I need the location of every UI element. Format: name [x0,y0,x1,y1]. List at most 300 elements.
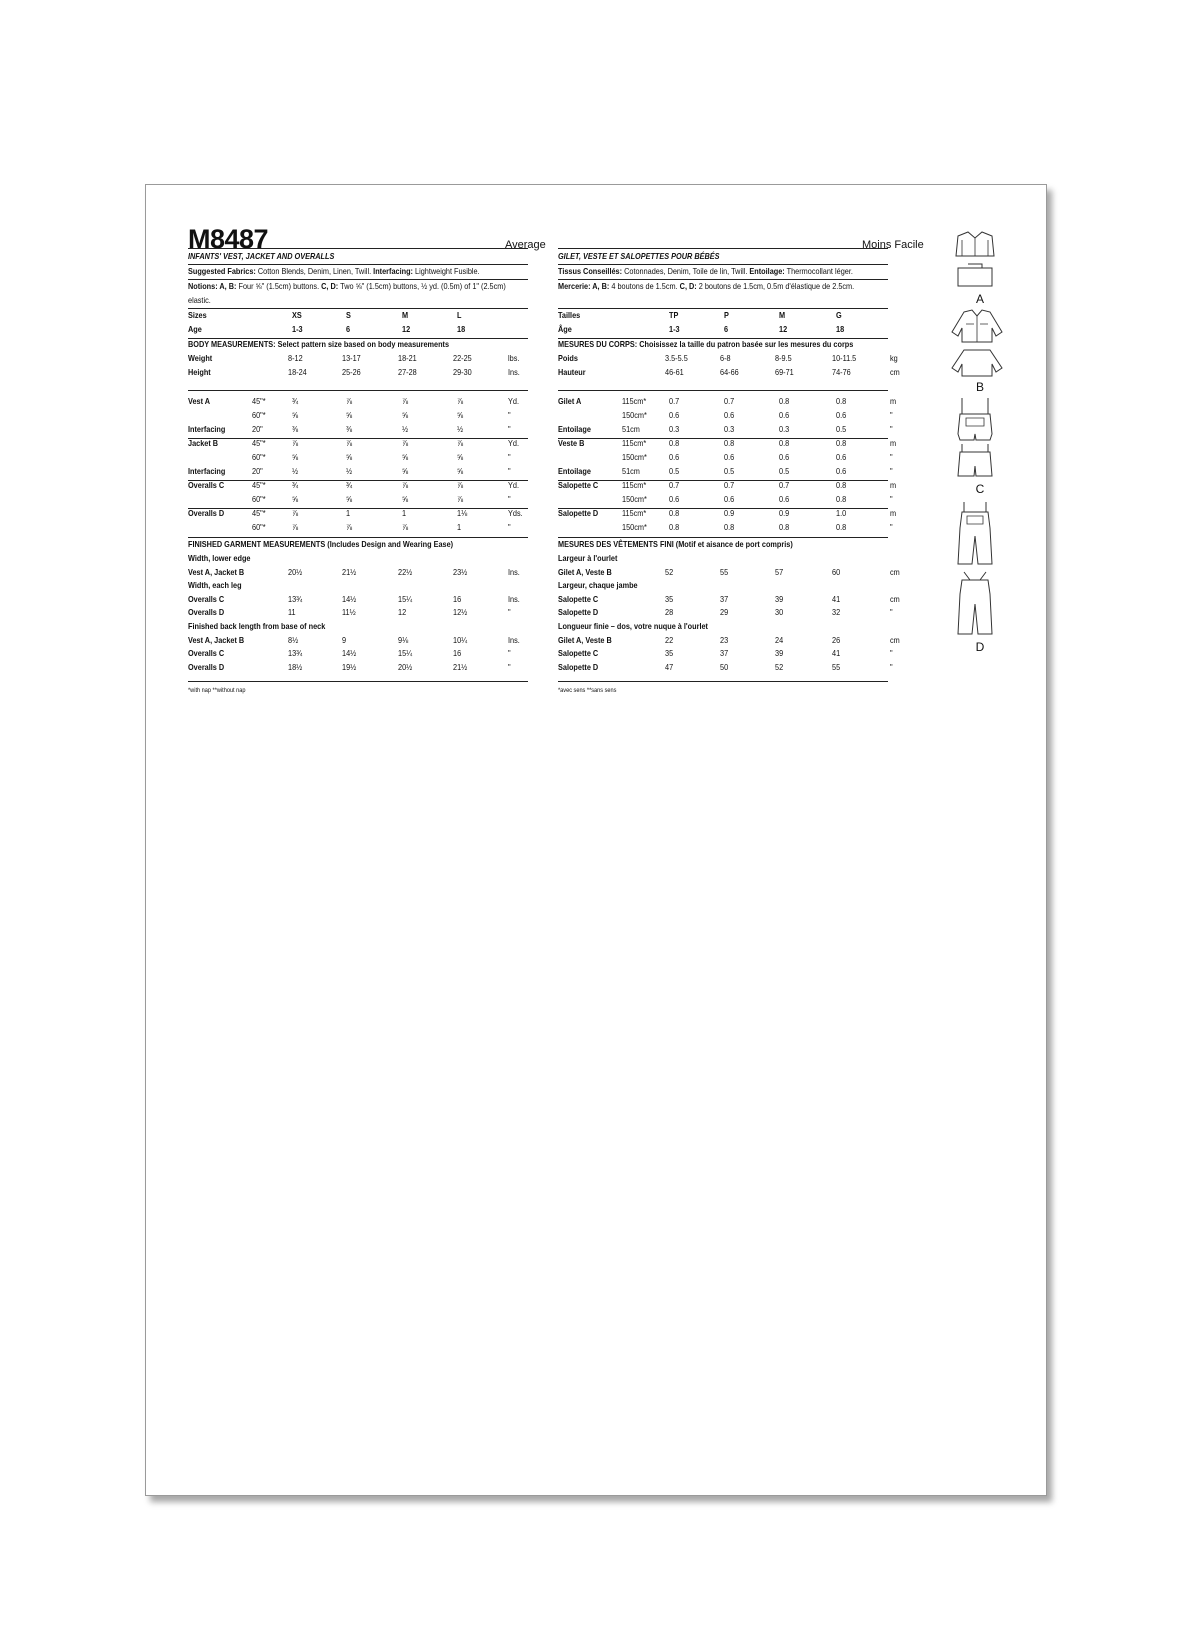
divider-line [188,390,528,391]
body-row-label: Weight [188,353,213,363]
unit: " [890,522,893,532]
yardage-value: 0.7 [669,480,680,490]
footnote: *with nap **without nap [188,687,246,695]
yardage-row-label: Gilet A [558,396,582,406]
body-value: 27-28 [398,367,417,377]
section-title: INFANTS' VEST, JACKET AND OVERALLS [188,251,335,261]
finished-value: 8½ [288,634,299,645]
long-overalls-icon [950,500,1000,640]
finished-value: 9 [342,634,347,645]
body-value: 29-30 [453,367,472,377]
size-g: G [836,310,842,320]
finished-value: 39 [775,648,784,659]
notions-label-2: C, D: [679,281,697,291]
divider-line [558,248,888,249]
size-m: M [402,310,409,320]
fabric-width: 115cm* [622,396,647,406]
finished-value: 10¼ [453,634,468,645]
unit: " [508,522,511,532]
finished-value: 52 [775,661,784,672]
finished-value: 29 [720,607,729,618]
yardage-row-label: Entoilage [558,466,591,476]
finished-value: 16 [453,648,462,659]
yardage-value: 0.8 [669,438,680,448]
yardage-value: ⅜ [292,424,299,434]
view-label-a: A [975,292,984,306]
finished-value: 24 [775,634,784,645]
yardage-value: ⅝ [402,494,409,504]
yardage-value: ⅞ [457,480,464,490]
jacket-icon [950,308,1004,378]
finished-value: 18½ [288,661,303,672]
finished-row-label: Salopette C [558,648,599,659]
yardage-value: 0.6 [836,466,847,476]
pattern-code: M8487 [188,224,269,254]
finished-value: 57 [775,566,784,577]
yardage-value: 0.6 [836,410,847,420]
yardage-value: 0.7 [779,480,790,490]
unit: " [890,661,893,672]
unit: cm [890,367,900,377]
yardage-value: 0.8 [836,438,847,448]
finished-measurements-heading: MESURES DES VÊTEMENTS FINI (Motif et aisance de port compris) [558,539,793,549]
fabrics-text: Cotonnades, Denim, Toile de lin, Twill. [624,266,748,276]
unit: " [890,607,893,618]
unit: kg [890,353,898,363]
finished-value: 19½ [342,661,357,672]
yardage-value: ⅞ [292,508,299,518]
body-value: 74-76 [832,367,851,377]
notions-label-2: C, D: [321,281,339,291]
finished-value: 28 [665,607,674,618]
body-value: 18-24 [288,367,307,377]
age-value: 6 [724,324,729,334]
unit: Yd. [508,438,519,448]
unit: Yds. [508,508,523,518]
interfacing-label: Interfacing: [373,266,413,276]
finished-value: 47 [665,661,674,672]
age-label: Age [188,324,202,334]
yardage-value: 0.6 [724,494,735,504]
finished-row-label: Gilet A, Veste B [558,566,612,577]
age-value: 6 [346,324,351,334]
section-title: GILET, VESTE ET SALOPETTES POUR BÉBÉS [558,251,720,261]
finished-row-label: Salopette D [558,607,599,618]
yardage-value: ⅝ [292,452,299,462]
finished-value: 55 [832,661,841,672]
fabric-width: 20" [252,466,263,476]
yardage-value: ½ [346,466,353,476]
unit: Ins. [508,593,520,604]
finished-value: 41 [832,593,841,604]
finished-row-label: Overalls D [188,607,225,618]
unit: Ins. [508,566,520,577]
yardage-value: 0.3 [779,424,790,434]
body-measurements-heading: MESURES DU CORPS: Choisissez la taille du patron basée sur les mesures du corps [558,339,854,349]
yardage-value: ½ [457,424,464,434]
divider-line [188,508,528,509]
yardage-row-label: Jacket B [188,438,219,448]
body-value: 10-11.5 [832,353,857,363]
yardage-value: ⅞ [402,396,409,406]
yardage-row-label: Entoilage [558,424,591,434]
yardage-row-label: Veste B [558,438,585,448]
finished-value: 37 [720,593,729,604]
yardage-value: 0.5 [779,466,790,476]
fabric-width: 45"* [252,508,266,518]
unit: m [890,396,897,406]
unit: " [890,410,893,420]
unit: " [508,607,511,618]
size-s: S [346,310,351,320]
yardage-value: 0.3 [669,424,680,434]
yardage-value: ⅝ [346,452,353,462]
age-value: 18 [457,324,466,334]
finished-value: 11½ [342,607,356,618]
finished-value: 21½ [453,661,468,672]
yardage-value: 0.8 [724,522,735,532]
yardage-value: 1⅛ [457,508,468,518]
yardage-value: ⅝ [402,410,409,420]
yardage-value: 0.8 [669,522,680,532]
finished-value: 12 [398,607,407,618]
body-value: 6-8 [720,353,731,363]
divider-line [558,308,888,309]
yardage-value: ⅝ [292,494,299,504]
fabric-width: 60"* [252,522,266,532]
age-value: 12 [779,324,788,334]
fabrics-line [188,266,480,276]
yardage-value: 0.8 [779,396,790,406]
unit: cm [890,593,900,604]
age-value: 1-3 [669,324,680,334]
divider-line [188,279,528,280]
yardage-value: ¾ [292,480,299,490]
yardage-value: ⅞ [402,480,409,490]
finished-value: 39 [775,593,784,604]
yardage-value: 0.8 [724,438,735,448]
unit: " [508,424,511,434]
yardage-value: 0.6 [669,494,680,504]
body-value: 3.5-5.5 [665,353,688,363]
view-label-c: C [975,482,985,496]
age-label: Âge [558,324,572,334]
yardage-value: ⅞ [292,522,299,532]
notions-line [188,281,506,291]
finished-subheading: Longueur finie – dos, votre nuque à l'ourlet [558,621,708,631]
finished-value: 13¾ [288,648,303,659]
body-value: 69-71 [775,367,794,377]
yardage-row-label: Overalls C [188,480,225,490]
finished-row-label: Salopette C [558,593,599,604]
body-value: 8-12 [288,353,303,363]
yardage-row-label: Salopette C [558,480,599,490]
yardage-value: 0.8 [836,396,847,406]
size-m: M [779,310,786,320]
yardage-value: ⅝ [402,452,409,462]
yardage-value: ⅝ [346,410,353,420]
yardage-value: 0.6 [779,410,790,420]
yardage-row-label: Interfacing [188,424,226,434]
yardage-value: 0.9 [724,508,735,518]
finished-value: 14½ [342,593,357,604]
yardage-value: 1 [457,522,462,532]
yardage-value: 0.6 [669,410,680,420]
view-label-d: D [975,640,985,654]
finished-value: 23½ [453,566,468,577]
unit: m [890,480,897,490]
divider-line [558,279,888,280]
yardage-value: 0.3 [724,424,735,434]
body-value: 22-25 [453,353,472,363]
divider-line [188,264,528,265]
size-p: P [724,310,729,320]
divider-line [188,681,528,682]
body-row-label: Poids [558,353,578,363]
finished-value: 22½ [398,566,413,577]
finished-value: 32 [832,607,841,618]
finished-value: 52 [665,566,674,577]
finished-value: 15¼ [398,593,413,604]
yardage-row-label: Vest A [188,396,211,406]
body-value: 46-61 [665,367,684,377]
yardage-value: ⅝ [346,494,353,504]
yardage-value: 1.0 [836,508,847,518]
yardage-value: 0.7 [724,480,735,490]
fabric-width: 115cm* [622,480,647,490]
body-row-label: Height [188,367,211,377]
unit: m [890,438,897,448]
fabric-width: 150cm* [622,452,647,462]
finished-value: 35 [665,648,674,659]
divider-line [188,480,528,481]
yardage-value: 0.5 [724,466,735,476]
unit: " [890,452,893,462]
finished-value: 55 [720,566,729,577]
yardage-value: ⅝ [457,452,464,462]
finished-value: 11 [288,607,296,618]
fabric-width: 51cm [622,466,640,476]
yardage-value: ¾ [346,480,353,490]
finished-subheading: Width, each leg [188,580,242,591]
unit: Yd. [508,396,519,406]
finished-row-label: Vest A, Jacket B [188,634,245,645]
finished-value: 13¾ [288,593,303,604]
finished-value: 15¼ [398,648,413,659]
finished-value: 9⅛ [398,634,409,645]
finished-measurements-heading: FINISHED GARMENT MEASUREMENTS (Includes Design and Wearing Ease) [188,539,454,549]
yardage-value: ⅞ [292,438,299,448]
age-value: 18 [836,324,845,334]
unit: " [508,466,511,476]
yardage-value: ⅞ [457,396,464,406]
divider-line [558,681,888,682]
vest-front-icon [950,228,1000,288]
unit: " [890,494,893,504]
finished-subheading: Finished back length from base of neck [188,621,326,631]
yardage-value: 0.6 [779,452,790,462]
yardage-value: 0.6 [836,452,847,462]
unit: cm [890,634,900,645]
yardage-value: 0.8 [669,508,680,518]
unit: " [508,494,511,504]
yardage-value: ⅜ [346,424,353,434]
finished-value: 30 [775,607,784,618]
divider-line [188,308,528,309]
finished-value: 50 [720,661,729,672]
age-value: 1-3 [292,324,303,334]
finished-row-label: Overalls D [188,661,225,672]
notions-text-1: Four ⅝" (1.5cm) buttons. [238,281,320,291]
fabric-width: 60"* [252,410,266,420]
size-xs: XS [292,310,302,320]
yardage-value: 0.5 [836,424,847,434]
body-value: 18-21 [398,353,417,363]
divider-line [558,390,888,391]
yardage-row-label: Interfacing [188,466,226,476]
yardage-value: ⅞ [457,438,464,448]
finished-row-label: Overalls C [188,648,225,659]
view-label-b: B [975,380,984,394]
fabrics-line [558,266,853,276]
finished-subheading: Largeur à l'ourlet [558,553,618,563]
yardage-value: 0.6 [669,452,680,462]
difficulty-english: Average [505,239,546,251]
fabric-width: 45"* [252,480,266,490]
divider-line [188,438,528,439]
divider-line [558,264,888,265]
body-measurements-heading: BODY MEASUREMENTS: Select pattern size based on body measurements [188,339,450,349]
yardage-value: ⅞ [346,396,353,406]
yardage-row-label: Overalls D [188,508,225,518]
yardage-value: ¾ [292,396,299,406]
unit: Yd. [508,480,519,490]
fabrics-label: Suggested Fabrics: [188,266,256,276]
divider-line [558,537,888,538]
finished-value: 21½ [342,566,357,577]
yardage-value: 1 [402,508,407,518]
divider-line [188,537,528,538]
footnote: *avec sens **sans sens [558,687,617,695]
body-value: 25-26 [342,367,361,377]
yardage-value: ⅞ [402,438,409,448]
notions-line [558,281,854,291]
finished-subheading: Largeur, chaque jambe [558,580,638,591]
unit: lbs. [508,353,520,363]
yardage-value: ⅝ [457,466,464,476]
yardage-value: 0.8 [836,494,847,504]
fabrics-label: Tissus Conseillés: [558,266,623,276]
finished-value: 20½ [398,661,413,672]
yardage-value: 0.8 [836,522,847,532]
finished-value: 16 [453,593,462,604]
finished-subheading: Width, lower edge [188,553,251,563]
finished-value: 26 [832,634,841,645]
unit: " [508,410,511,420]
yardage-value: ½ [292,466,299,476]
fabric-width: 51cm [622,424,640,434]
fabric-width: 150cm* [622,494,647,504]
finished-row-label: Overalls C [188,593,225,604]
unit: " [890,466,893,476]
finished-value: 14½ [342,648,357,659]
yardage-value: ½ [402,424,409,434]
size-l: L [457,310,462,320]
unit: cm [890,566,900,577]
notions-text-2: Two ⅝" (1.5cm) buttons, ½ yd. (0.5m) of 1" (2.5cm) [340,281,506,291]
yardage-value: ⅞ [346,522,353,532]
notions-text-2: 2 boutons de 1.5cm, 0.5m d'élastique de 2.5cm. [698,281,855,291]
finished-value: 37 [720,648,729,659]
yardage-value: ⅞ [402,522,409,532]
fabrics-text: Cotton Blends, Denim, Linen, Twill. [257,266,372,276]
finished-value: 60 [832,566,841,577]
notions-text-1: 4 boutons de 1.5cm. [611,281,678,291]
body-row-label: Hauteur [558,367,586,377]
sizes-label: Sizes [188,310,207,320]
unit: " [890,424,893,434]
body-value: 8-9.5 [775,353,792,363]
unit: " [890,648,893,659]
finished-value: 22 [665,634,674,645]
short-overalls-icon [950,396,1000,480]
yardage-value: 0.6 [779,494,790,504]
yardage-value: 0.8 [779,438,790,448]
age-value: 12 [402,324,411,334]
yardage-value: 0.5 [669,466,680,476]
finished-row-label: Vest A, Jacket B [188,566,245,577]
yardage-value: ⅞ [346,438,353,448]
notions-label: Notions: A, B: [188,281,237,291]
size-tp: TP [669,310,679,320]
yardage-row-label: Salopette D [558,508,599,518]
unit: Ins. [508,367,520,377]
finished-value: 23 [720,634,729,645]
yardage-value: 1 [346,508,351,518]
body-value: 13-17 [342,353,361,363]
interfacing-text: Thermocollant léger. [786,266,853,276]
yardage-value: 0.9 [779,508,790,518]
yardage-value: 0.7 [724,396,735,406]
sizes-label: Tailles [558,310,581,320]
yardage-value: ⅞ [457,494,464,504]
unit: Ins. [508,634,520,645]
finished-row-label: Gilet A, Veste B [558,634,612,645]
finished-value: 41 [832,648,841,659]
finished-value: 20½ [288,566,303,577]
fabric-width: 60"* [252,452,266,462]
finished-value: 35 [665,593,674,604]
unit: " [508,648,511,659]
fabric-width: 45"* [252,396,266,406]
finished-row-label: Salopette D [558,661,599,672]
fabric-width: 150cm* [622,522,647,532]
yardage-value: 0.7 [669,396,680,406]
fabric-width: 60"* [252,494,266,504]
yardage-value: ⅝ [402,466,409,476]
yardage-value: 0.6 [724,410,735,420]
unit: m [890,508,897,518]
yardage-value: 0.8 [779,522,790,532]
unit: " [508,452,511,462]
notions-label: Mercerie: A, B: [558,281,610,291]
fabric-width: 150cm* [622,410,647,420]
fabric-width: 45"* [252,438,266,448]
interfacing-label: Entoilage: [749,266,785,276]
difficulty-french: Moins Facile [862,239,924,251]
yardage-value: ⅝ [292,410,299,420]
notions-continued: elastic. [188,295,211,305]
